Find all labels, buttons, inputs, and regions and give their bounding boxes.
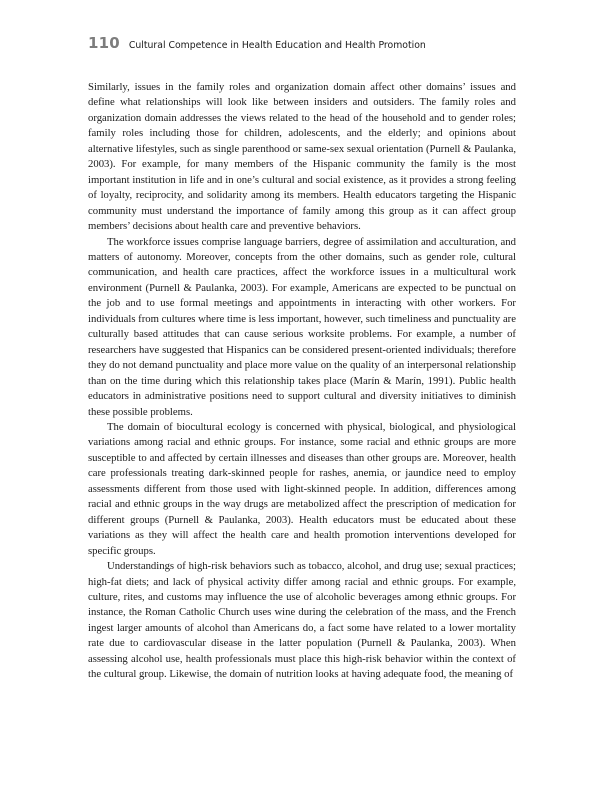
running-header bbox=[88, 34, 528, 54]
paragraph-family-roles: Similarly, issues in the family roles and organization domain affect other domains’ issues and define what relationships will look like between insiders and outsiders. The family roles and organization domain addresses the views related to the head of the household and to gender roles; family roles including those for children, adolescents, and the elderly; and opinions about alternative lifestyles, such as single parenthood or same-sex sexual orientation (Purnell & Paulanka, 2003). For example, for many members of the Hispanic community the family is the most important institution in life and in one’s cultural and social existence, as it provides a strong feeling of loyalty, reciprocity, and solidarity among its members. Health educators targeting the Hispanic community must understand the importance of family among this group as it can affect group members’ decisions about health care and preventive behaviors. bbox=[88, 81, 516, 233]
paragraph-biocultural-ecology: The domain of biocultural ecology is concerned with physical, biological, and physiological variations among racial and ethnic groups. For instance, some racial and ethnic groups are more susceptible to and affected by certain illnesses and diseases than other groups are. Moreover, health care professionals treating dark-skinned people for rashes, anemia, or jaundice need to employ assessments different from those used with light-skinned people. In addition, differences among racial and ethnic groups in the way drugs are metabolized affect the prescription of medication for different groups (Purnell & Paulanka, 2003). Health educators must be educated about these variations as they will affect the health care and health promotion interventions developed for specific groups. bbox=[88, 420, 516, 557]
paragraph-high-risk-behaviors: Understandings of high-risk behaviors such as tobacco, alcohol, and drug use; sexual practices; high-fat diets; and lack of physical activity differ among racial and ethnic groups. For example, culture, rites, and customs may influence the use of alcoholic beverages among ethnic groups. For instance, the Roman Catholic Church uses wine during the celebration of the mass, and the French ingest larger amounts of alcohol than Americans do, a fact some have related to a lower mortality rate due to cardiovascular disease in the latter population (Purnell & Paulanka, 2003). When assessing alcohol use, health professionals must place this high-risk behavior within the context of the cultural group. Likewise, the domain of nutrition looks at having adequate food, the meaning of bbox=[88, 560, 516, 681]
paragraph-workforce-issues: The workforce issues comprise language barriers, degree of assimilation and acculturation, and matters of autonomy. Moreover, concepts from the other domains, such as gender role, cultural communication, and health care practices, affect the workforce issues in a multicultural work environment (Purnell & Paulanka, 2003). For example, Americans are expected to be punctual on the job and to use formal meetings and appointments in interacting with other workers. For individuals from cultures where time is less important, however, such timeliness and punctuality are culturally based attitudes that can cause serious worksite problems. For example, a number of researchers have suggested that Hispanics can be considered present-oriented individuals; therefore they do not demand punctuality and place more value on the quality of an interpersonal relationship than on the time during which this relationship takes place (Marín & Marín, 1991). Public health educators in administrative positions need to support cultural and diversity initiatives to diminish these possible problems. bbox=[88, 235, 516, 418]
page-number: 110 bbox=[88, 34, 120, 52]
body-text bbox=[88, 80, 516, 683]
running-title: Cultural Competence in Health Education and Health Promotion bbox=[128, 40, 426, 51]
